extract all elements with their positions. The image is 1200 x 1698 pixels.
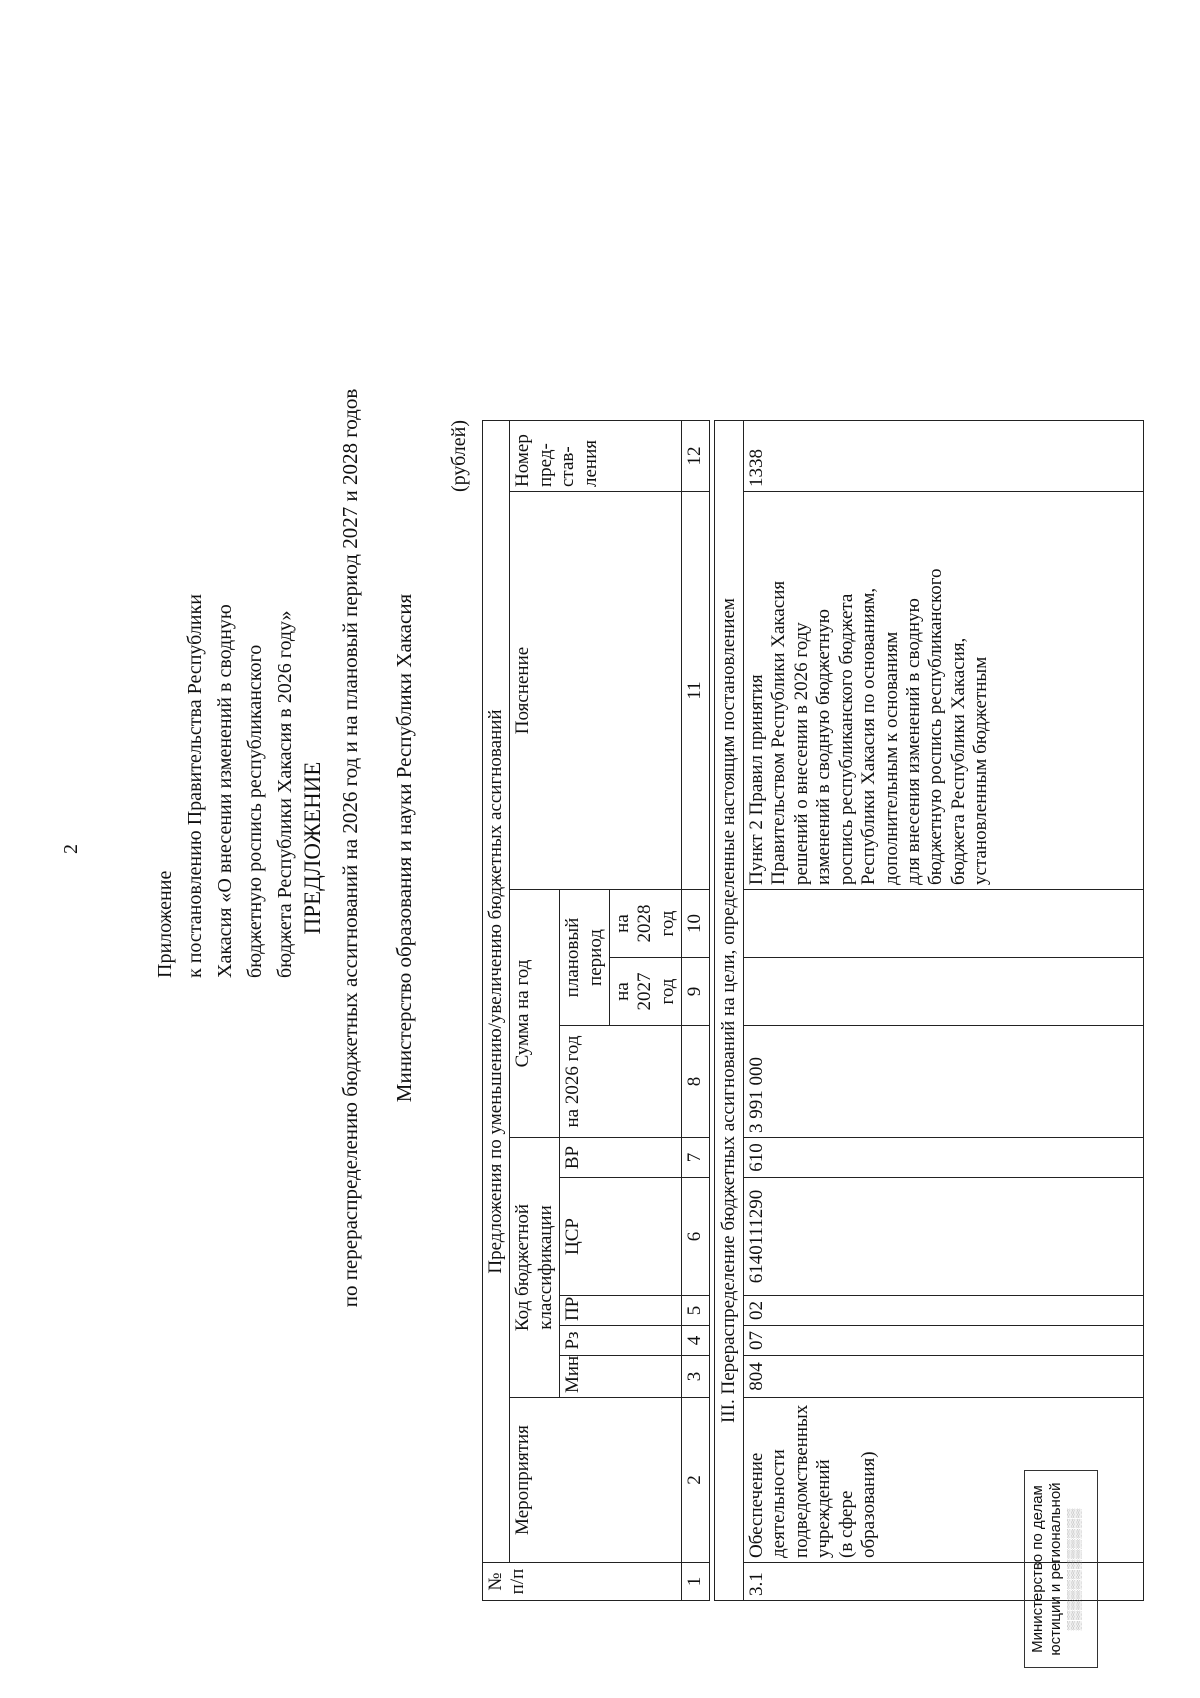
header-pr: ПР [560, 1296, 682, 1326]
appendix-note [150, 538, 300, 978]
header-y2027: на 2027 год [610, 958, 682, 1026]
column-number: 11 [682, 492, 709, 890]
cell-rz: 07 [744, 1326, 1144, 1356]
header-plan-period: плановый период [560, 890, 610, 1026]
page-number: 2 [60, 844, 82, 854]
column-number: 6 [682, 1178, 709, 1296]
cell-y2026: 3 991 000 [744, 1026, 1144, 1138]
header-rz: Рз [560, 1326, 682, 1356]
appendix-line: Приложение [154, 870, 176, 978]
column-number-row [682, 421, 709, 1601]
column-number: 2 [682, 1398, 709, 1563]
appendix-line: Хакасия «О внесении изменений в сводную [214, 604, 236, 978]
column-number: 12 [682, 421, 709, 492]
registration-stamp [1024, 1470, 1098, 1668]
column-number: 1 [682, 1563, 709, 1601]
section-title-row [714, 421, 743, 1601]
column-number: 8 [682, 1026, 709, 1138]
header-activity: Мероприятия [510, 1398, 682, 1563]
header-csr: ЦСР [560, 1178, 682, 1296]
cell-vr: 610 [744, 1138, 1144, 1178]
cell-activity: Обеспечение деятельности подведомственных учреждений (в сфере образования) [744, 1398, 1144, 1563]
column-number: 9 [682, 958, 709, 1026]
header-y2026: на 2026 год [560, 1026, 682, 1138]
cell-y2027 [744, 958, 1144, 1026]
appendix-line: к постановлению Правительства Республики [184, 594, 206, 978]
cell-csr: 6140111290 [744, 1178, 1144, 1296]
appendix-line: бюджета Республики Хакасия в 2026 году» [274, 610, 296, 978]
cell-y2028 [744, 890, 1144, 958]
appendix-line: бюджетную роспись республиканского [244, 644, 266, 978]
header-group: Предложения по уменьшению/увеличению бюджетных ассигнований [483, 421, 510, 1563]
cell-pr: 02 [744, 1296, 1144, 1326]
header-submission-number: Номер пред- став- ления [510, 421, 682, 492]
cell-num: 3.1 [744, 1563, 1144, 1601]
ministry-name: Министерство образования и науки Республики Хакасия [392, 593, 416, 1103]
stamp-line: Министерство по делам [1029, 1485, 1046, 1653]
section-title: III. Перераспределение бюджетных ассигнований на цели, определенные настоящим постановлением [714, 421, 743, 1601]
budget-table [482, 420, 1144, 1601]
column-number: 5 [682, 1296, 709, 1326]
column-number: 4 [682, 1326, 709, 1356]
header-row-1 [483, 421, 510, 1601]
cell-min: 804 [744, 1356, 1144, 1398]
table-row [744, 421, 1144, 1601]
currency-unit: (рублей) [448, 420, 470, 493]
column-number: 3 [682, 1356, 709, 1398]
column-number: 7 [682, 1138, 709, 1178]
cell-explanation: Пункт 2 Правил принятия Правительством Республики Хакасия решений о внесении в 2026 году изменений в сводную бюджетную роспись республиканского бюджета Республики Хакасия по основаниям, дополнительным к основаниям для внесения изменений в сводную бюджетную роспись республиканского бюджета Республики Хакасия, установленным бюджетным [744, 492, 1144, 890]
header-min: Мин [560, 1356, 682, 1398]
header-num: № п/п [483, 1563, 682, 1601]
header-sum-group: Сумма на год [510, 890, 560, 1138]
document-title: ПРЕДЛОЖЕНИЕ [300, 761, 325, 935]
header-vr: ВР [560, 1138, 682, 1178]
stamp-line: юстиции и региональной [1047, 1482, 1064, 1656]
header-y2028: на 2028 год [610, 890, 682, 958]
document-subtitle: по перераспределению бюджетных ассигнований на 2026 год и на плановый период 2027 и 2028 годов [338, 388, 362, 1308]
header-explanation: Пояснение [510, 492, 682, 890]
column-number: 10 [682, 890, 709, 958]
header-row-2 [510, 421, 560, 1601]
stamp-illegible-line: ▒▒▒▒▒▒▒▒▒▒▒▒ [1066, 1507, 1081, 1631]
header-code-group: Код бюджетной классификации [510, 1138, 560, 1398]
cell-submission-number: 1338 [744, 421, 1144, 492]
